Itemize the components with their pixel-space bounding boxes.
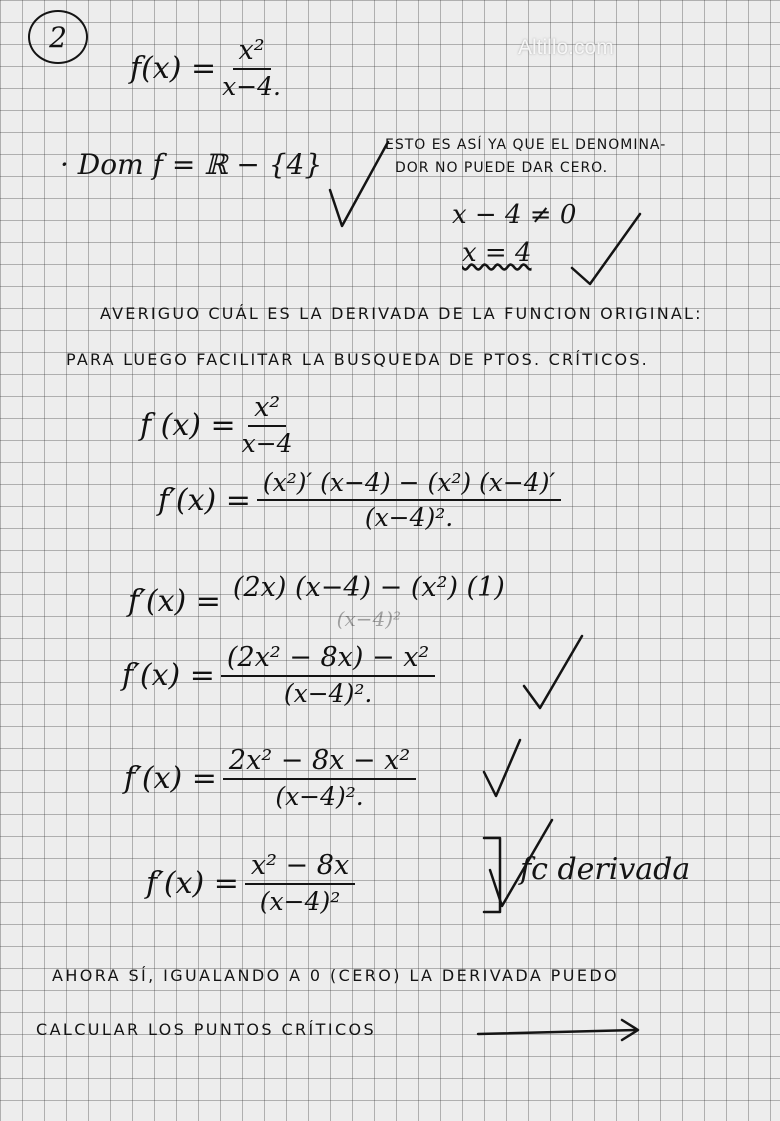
step-4-lhs: f′(x) =	[122, 657, 215, 693]
checkmark-domain-work	[572, 214, 640, 284]
domain-note-line1: ESTO ES ASÍ YA QUE EL DENOMINA-	[385, 137, 667, 153]
checkmark-domain	[330, 142, 388, 226]
step-5-denominator: (x−4)².	[275, 782, 364, 811]
step-6-denominator: (x−4)²	[259, 887, 341, 916]
step-6-lhs: f′(x) =	[146, 865, 239, 901]
step-2-lhs: f′(x) =	[158, 482, 251, 518]
function-denominator: x−4.	[222, 72, 282, 101]
conclusion-line2: CALCULAR LOS PUNTOS CRÍTICOS	[36, 1020, 377, 1039]
step-3-numerator: (2x) (x−4) − (x²) (1)	[232, 572, 505, 603]
function-numerator: x²	[233, 35, 271, 70]
step-5-lhs: f′(x) =	[124, 760, 217, 796]
domain-note-line2: DOR NO PUEDE DAR CERO.	[395, 160, 609, 176]
step-4-denominator: (x−4)².	[283, 679, 373, 708]
step-1-lhs: f (x) =	[140, 407, 236, 443]
domain-work-line2: x = 4	[462, 238, 532, 268]
arrow-line	[478, 1030, 636, 1034]
step-3-lhs: f′(x) =	[128, 584, 221, 619]
final-derivative-label: fc derivada	[520, 852, 691, 887]
step-4-numerator: (2x² − 8x) − x²	[221, 642, 435, 677]
step-1-denominator: x−4	[241, 429, 293, 458]
step-2-denominator: (x−4)².	[364, 503, 454, 532]
step-6-numerator: x² − 8x	[245, 850, 355, 885]
problem-number: 2	[28, 10, 88, 64]
watermark: Altillo.com	[518, 36, 614, 59]
intro-line2: PARA LUEGO FACILITAR LA BUSQUEDA DE PTOS. CRÍTICOS.	[66, 350, 649, 369]
step-5-numerator: 2x² − 8x − x²	[223, 745, 416, 780]
function-lhs: f(x) =	[130, 50, 217, 86]
domain-work-line1: x − 4 ≠ 0	[452, 200, 577, 230]
checkmark-step-4	[524, 636, 582, 708]
conclusion-line1: AHORA SÍ, IGUALANDO A 0 (CERO) LA DERIVADA PUEDO	[52, 966, 620, 985]
domain-statement: · Dom f = ℝ − {4}	[60, 148, 323, 181]
intro-line1: AVERIGUO CUÁL ES LA DERIVADA DE LA FUNCION ORIGINAL:	[100, 304, 703, 323]
step-3-denominator: (x−4)²	[336, 607, 402, 631]
checkmark-step-5	[484, 740, 520, 796]
step-1-numerator: x²	[248, 392, 286, 427]
step-2-numerator: (x²)′ (x−4) − (x²) (x−4)′	[257, 468, 561, 501]
